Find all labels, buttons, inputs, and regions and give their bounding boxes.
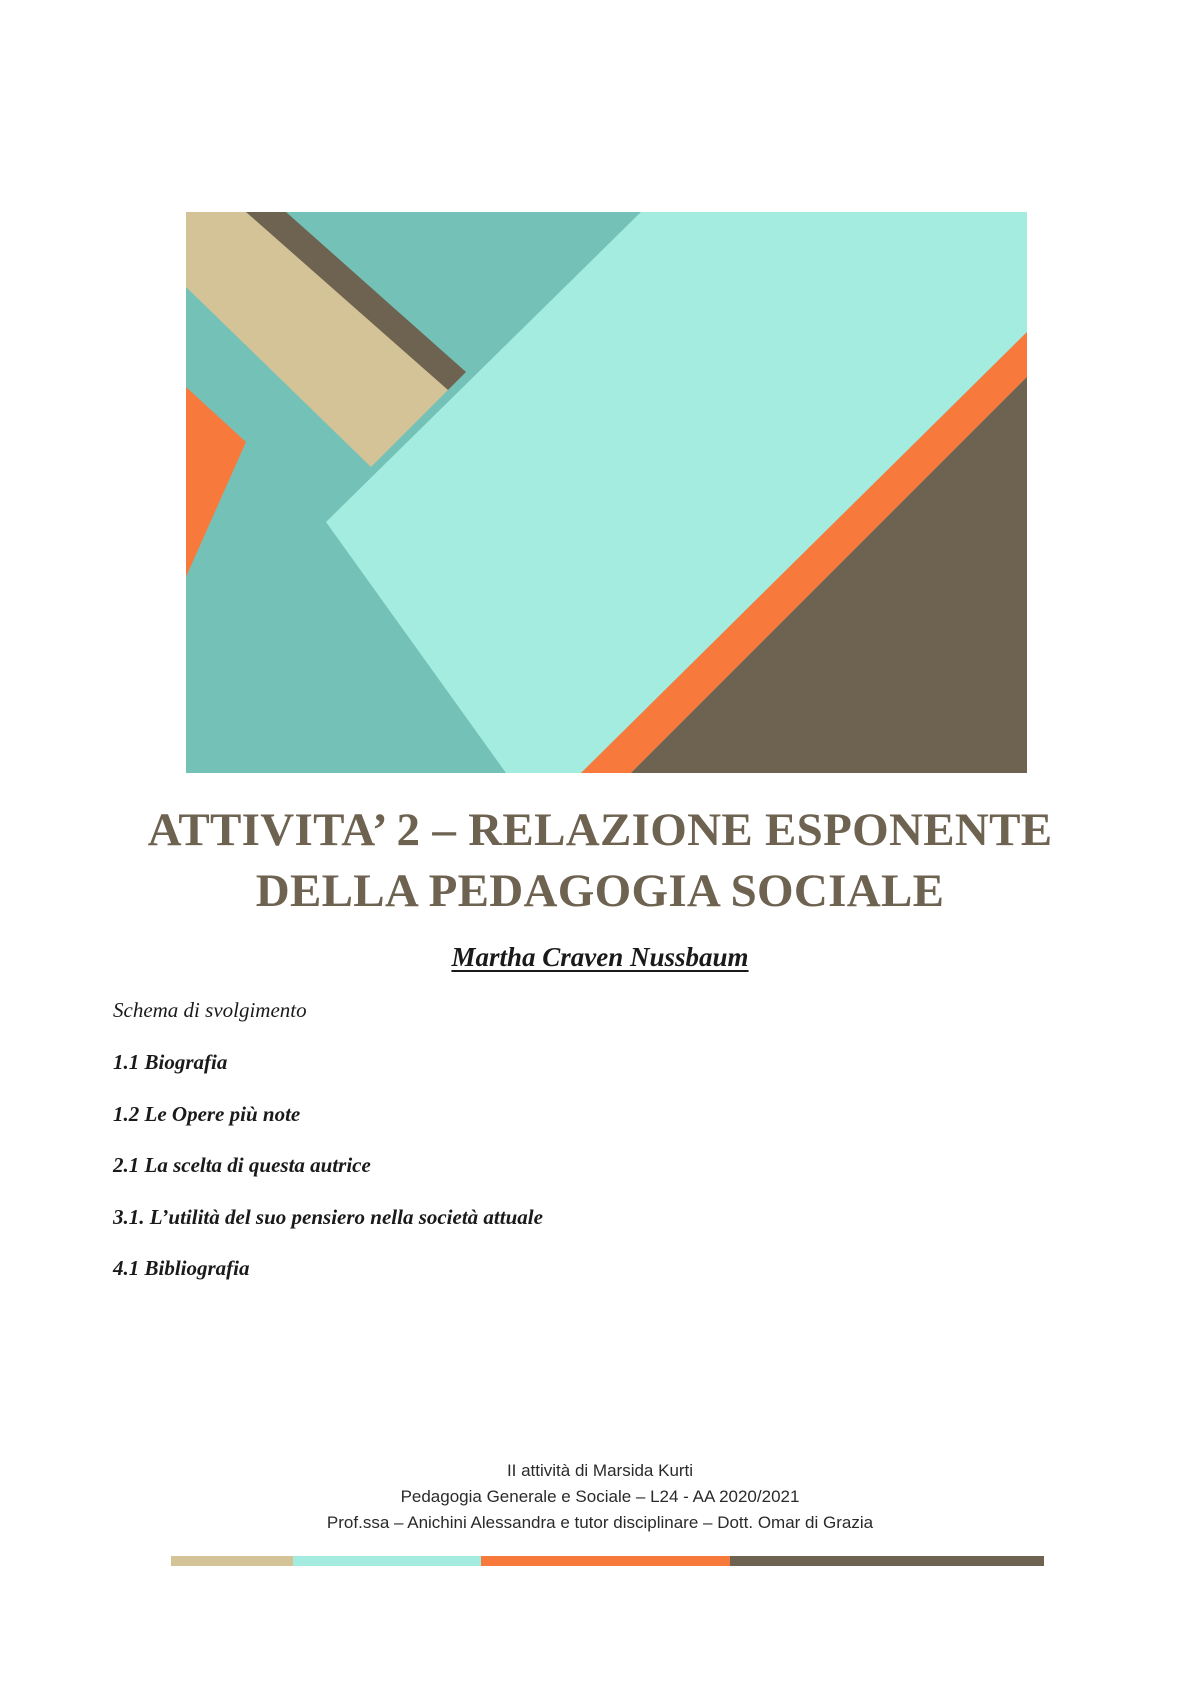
toc-item: 1.2 Le Opere più note	[113, 1101, 301, 1126]
footer-line-3: Prof.ssa – Anichini Alessandra e tutor disciplinare – Dott. Omar di Grazia	[326, 1513, 874, 1532]
toc-item: 3.1. L’utilità del suo pensiero nella società attuale	[113, 1204, 543, 1229]
bar-segment	[293, 1556, 481, 1566]
footer-line-1: II attività di Marsida Kurti	[506, 1461, 694, 1480]
author-name	[0, 942, 1200, 973]
footer-line-2: Pedagogia Generale e Sociale – L24 - AA 2020/2021	[400, 1487, 800, 1506]
table-of-contents	[113, 1049, 543, 1307]
footer	[0, 1458, 1200, 1536]
scheme-label: Schema di svolgimento	[113, 998, 307, 1022]
decorative-color-bar	[171, 1556, 1044, 1566]
title-line-2: DELLA PEDAGOGIA SOCIALE	[255, 865, 945, 917]
bar-segment	[481, 1556, 730, 1566]
cover-image	[186, 212, 1027, 773]
title-line-1: ATTIVITA’ 2 – RELAZIONE ESPONENTE	[147, 804, 1053, 856]
toc-item: 2.1 La scelta di questa autrice	[113, 1153, 371, 1177]
author-name-text: Martha Craven Nussbaum	[451, 942, 749, 972]
toc-item: 1.1 Biografia	[113, 1050, 228, 1074]
bar-segment	[730, 1556, 1044, 1566]
bar-segment	[171, 1556, 293, 1566]
document-title	[0, 800, 1200, 922]
toc-item: 4.1 Bibliografia	[113, 1256, 250, 1280]
